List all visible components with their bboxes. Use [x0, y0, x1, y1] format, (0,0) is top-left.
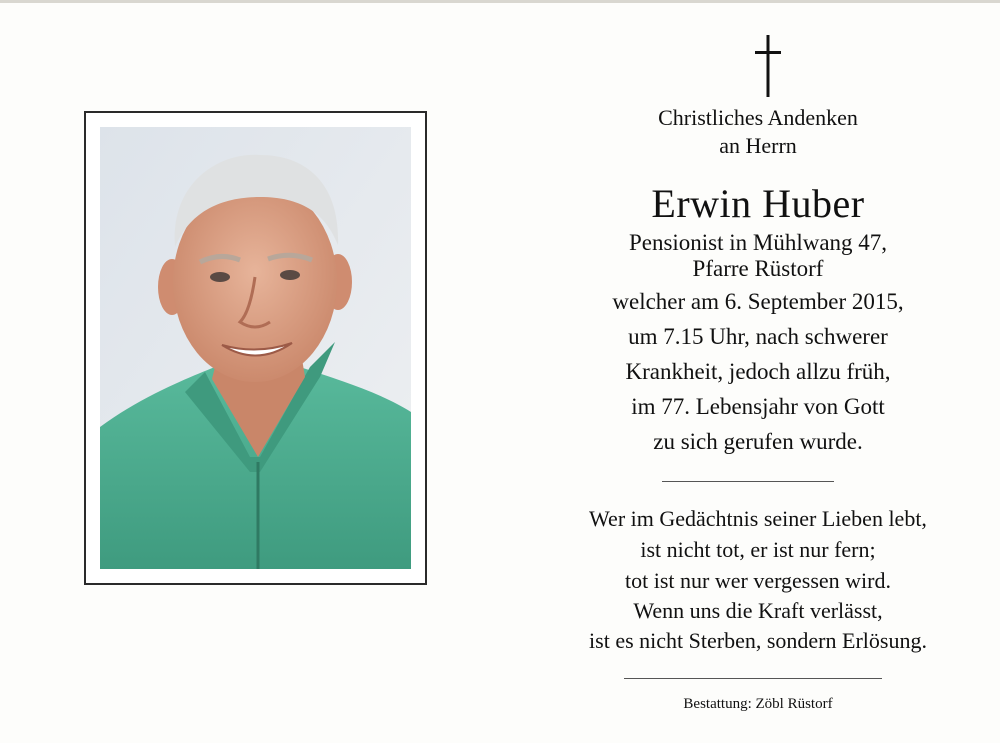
detail-line: Krankheit, jedoch allzu früh, — [625, 359, 891, 384]
verse-line: tot ist nur wer vergessen wird. — [625, 568, 891, 593]
verse-line: ist nicht tot, er ist nur fern; — [640, 537, 876, 562]
cross-icon — [755, 35, 781, 97]
detail-line: Pensionist in Mühlwang 47, — [628, 230, 888, 255]
funeral-home: Bestattung: Zöbl Rüstorf — [683, 696, 833, 712]
detail-line: welcher am 6. September 2015, — [612, 289, 904, 314]
verse-line: Wer im Gedächtnis seiner Lieben lebt, — [589, 506, 927, 531]
verse-line: Wenn uns die Kraft verlässt, — [633, 598, 883, 623]
verse-line: ist es nicht Sterben, sondern Erlösung. — [589, 628, 927, 653]
detail-line: im 77. Lebensjahr von Gott — [631, 394, 885, 419]
deceased-name: Erwin Huber — [651, 181, 865, 226]
portrait-illustration — [100, 127, 411, 569]
divider — [662, 481, 834, 482]
detail-line: zu sich gerufen wurde. — [653, 429, 863, 454]
divider — [624, 678, 882, 679]
intro-line-2: an Herrn — [719, 133, 797, 158]
intro-line-1: Christliches Andenken — [658, 105, 858, 130]
portrait-photo — [100, 127, 411, 569]
detail-line: Pfarre Rüstorf — [692, 256, 824, 281]
detail-line: um 7.15 Uhr, nach schwerer — [628, 324, 888, 349]
portrait-frame — [84, 111, 427, 585]
